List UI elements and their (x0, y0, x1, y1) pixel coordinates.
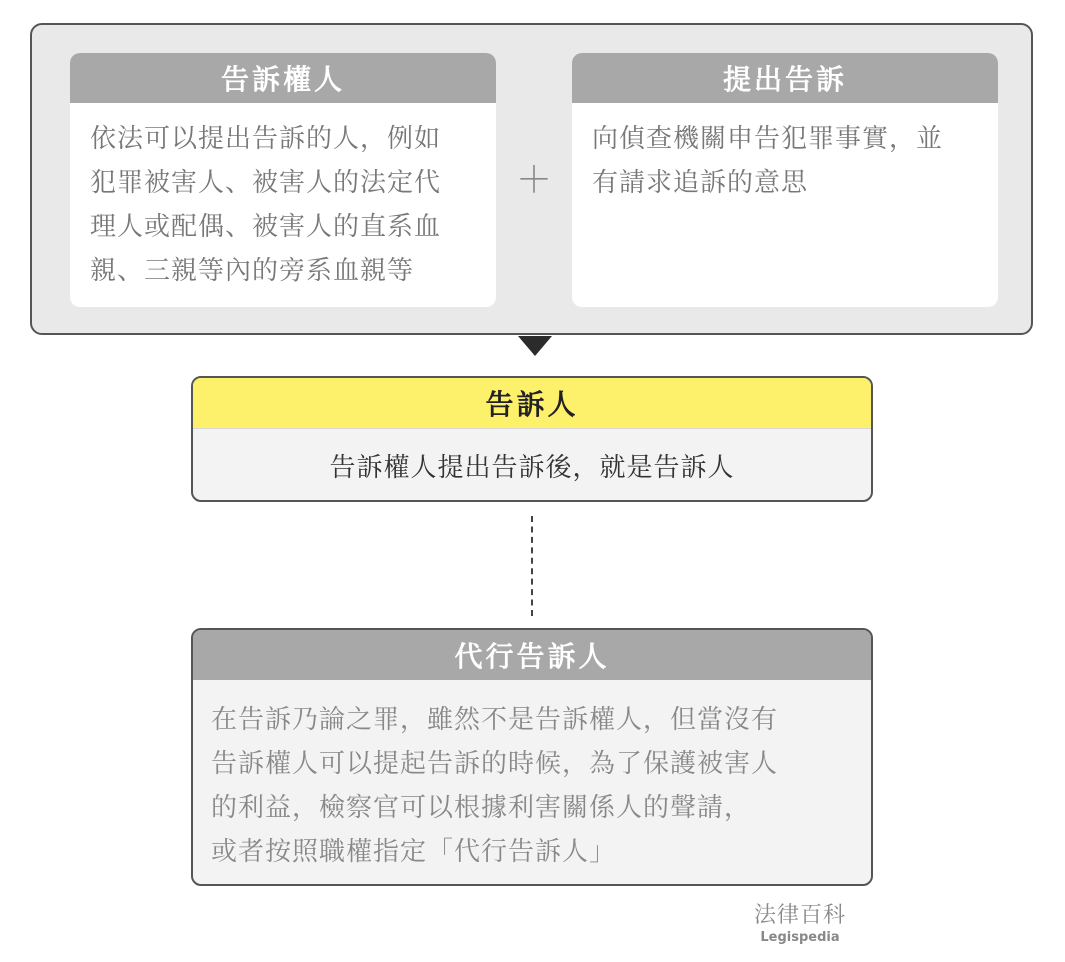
complainant-description: 告訴權人提出告訴後，就是告訴人 (329, 452, 735, 483)
file-complaint-card (572, 53, 998, 307)
plus-icon: ＋ (515, 160, 552, 201)
rights-holder-title: 告訴權人 (70, 53, 496, 103)
acting-complainant-box (191, 628, 873, 886)
file-complaint-title: 提出告訴 (572, 53, 998, 103)
acting-complainant-description (193, 680, 871, 874)
file-complaint-line: 有請求追訴的意思 (592, 168, 809, 198)
rights-holder-line: 理人或配偶、被害人的直系血 (90, 212, 442, 242)
rights-holder-description (70, 103, 496, 293)
acting-complainant-line: 告訴權人可以提起告訴的時候，為了保護被害人 (211, 749, 779, 779)
logo-name-zh: 法律百科 (753, 903, 846, 928)
acting-complainant-title: 代行告訴人 (193, 630, 871, 680)
file-complaint-description (572, 103, 998, 205)
rights-holder-line: 犯罪被害人、被害人的法定代 (90, 168, 442, 198)
acting-complainant-line: 在告訴乃論之罪，雖然不是告訴權人，但當沒有 (211, 705, 779, 735)
rights-holder-line: 依法可以提出告訴的人，例如 (90, 124, 442, 154)
rights-holder-section (30, 23, 1033, 335)
acting-complainant-line: 或者按照職權指定「代行告訴人」 (211, 837, 617, 867)
dashed-connector (531, 516, 533, 616)
complainant-box (191, 376, 873, 502)
rights-holder-line: 親、三親等內的旁系血親等 (90, 256, 415, 286)
legispedia-logo (740, 903, 860, 947)
rights-holder-card (70, 53, 496, 307)
acting-complainant-line: 的利益，檢察官可以根據利害關係人的聲請， (211, 793, 752, 823)
file-complaint-line: 向偵查機關申告犯罪事實，並 (592, 124, 944, 154)
arrow-down-icon (518, 336, 552, 356)
complainant-title: 告訴人 (193, 378, 871, 429)
logo-name-en: Legispedia (760, 930, 840, 945)
